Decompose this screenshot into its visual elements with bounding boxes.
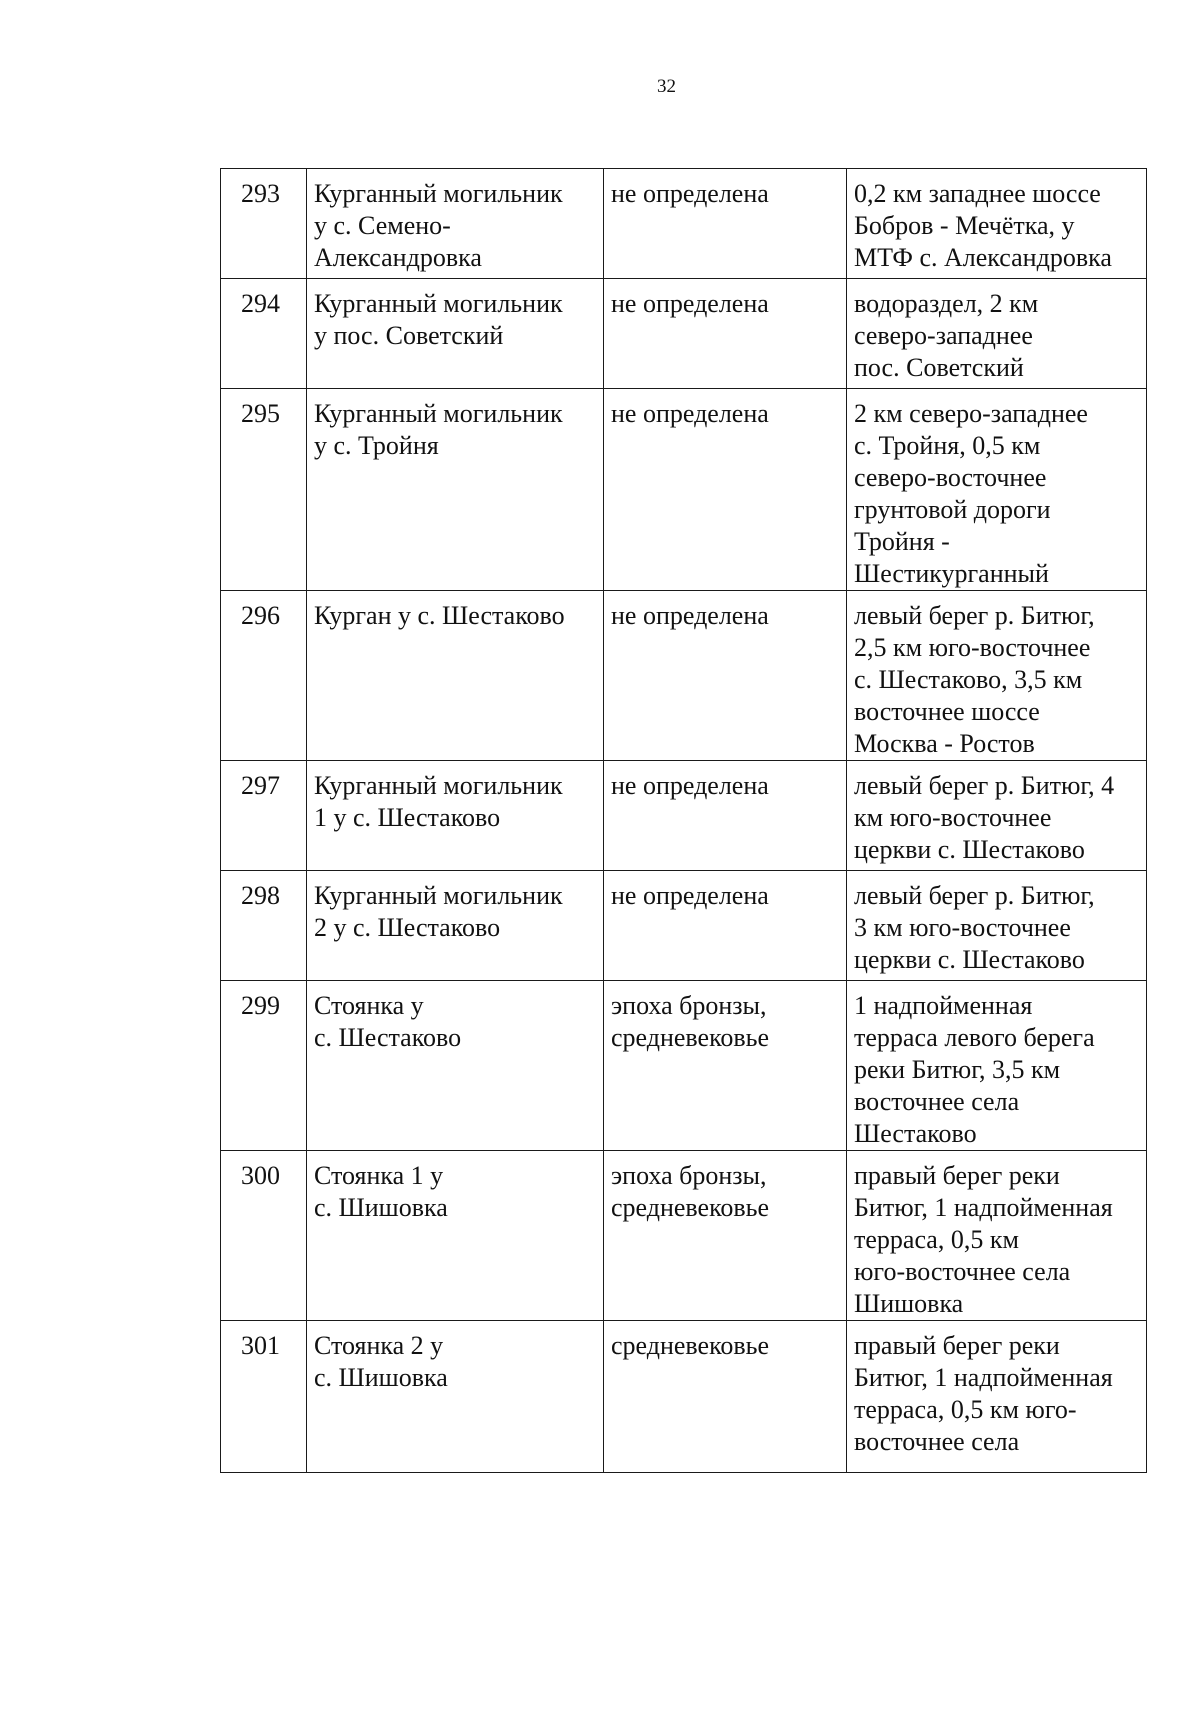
- site-name-text: Курганный могильник у пос. Советский: [314, 289, 563, 350]
- location-text: 1 надпойменная терраса левого берега реки Битюг, 3,5 км восточнее села Шестаково: [854, 991, 1095, 1148]
- dating-cell: [604, 871, 847, 981]
- site-name-text: Стоянка 1 у с. Шишовка: [314, 1161, 448, 1222]
- site-name-text: Стоянка 2 у с. Шишовка: [314, 1331, 448, 1392]
- dating-cell: [604, 1321, 847, 1473]
- site-name-cell: [307, 1321, 604, 1473]
- table-row: [221, 591, 1147, 761]
- dating-cell: [604, 981, 847, 1151]
- table-row: [221, 389, 1147, 591]
- location-cell: [847, 1151, 1147, 1321]
- site-name-cell: [307, 389, 604, 591]
- location-cell: [847, 169, 1147, 279]
- dating-text: эпоха бронзы, средневековье: [611, 1161, 770, 1222]
- table-row: [221, 871, 1147, 981]
- site-name-text: Курганный могильник у с. Тройня: [314, 399, 563, 460]
- site-name-cell: [307, 871, 604, 981]
- row-number-cell: 298: [221, 871, 307, 981]
- dating-cell: [604, 279, 847, 389]
- table-row: [221, 981, 1147, 1151]
- dating-text: эпоха бронзы, средневековье: [611, 991, 770, 1052]
- site-name-cell: [307, 591, 604, 761]
- dating-cell: [604, 591, 847, 761]
- row-number-cell: 293: [221, 169, 307, 279]
- dating-text: не определена: [611, 881, 769, 910]
- table-row: [221, 1321, 1147, 1473]
- row-number-cell: 300: [221, 1151, 307, 1321]
- site-name-cell: [307, 761, 604, 871]
- dating-cell: [604, 169, 847, 279]
- row-number-cell: 294: [221, 279, 307, 389]
- row-number-cell: 299: [221, 981, 307, 1151]
- location-text: 2 км северо-западнее с. Тройня, 0,5 км северо-восточнее грунтовой дороги Тройня - Шестикурганный: [854, 399, 1088, 588]
- table-row: [221, 169, 1147, 279]
- dating-text: не определена: [611, 399, 769, 428]
- location-text: водораздел, 2 км северо-западнее пос. Советский: [854, 289, 1039, 382]
- site-name-cell: [307, 1151, 604, 1321]
- site-name-cell: [307, 169, 604, 279]
- table-row: [221, 279, 1147, 389]
- site-name-text: Курганный могильник 1 у с. Шестаково: [314, 771, 563, 832]
- site-name-cell: [307, 279, 604, 389]
- site-name-text: Стоянка у с. Шестаково: [314, 991, 462, 1052]
- dating-cell: [604, 389, 847, 591]
- page-number: 32: [657, 76, 676, 97]
- site-name-text: Курган у с. Шестаково: [314, 601, 565, 630]
- dating-text: не определена: [611, 771, 769, 800]
- row-number-cell: 295: [221, 389, 307, 591]
- heritage-sites-table: [220, 168, 1147, 1473]
- location-cell: [847, 981, 1147, 1151]
- location-cell: [847, 279, 1147, 389]
- dating-text: не определена: [611, 289, 769, 318]
- location-cell: [847, 1321, 1147, 1473]
- location-text: правый берег реки Битюг, 1 надпойменная терраса, 0,5 км юго-восточнее села Шишовка: [854, 1161, 1113, 1318]
- location-cell: [847, 389, 1147, 591]
- table-row: [221, 1151, 1147, 1321]
- dating-cell: [604, 1151, 847, 1321]
- table-body: [221, 169, 1147, 1473]
- site-name-cell: [307, 981, 604, 1151]
- row-number-cell: 297: [221, 761, 307, 871]
- location-text: левый берег р. Битюг, 4 км юго-восточнее церкви с. Шестаково: [854, 771, 1115, 864]
- site-name-text: Курганный могильник 2 у с. Шестаково: [314, 881, 563, 942]
- location-text: левый берег р. Битюг, 3 км юго-восточнее церкви с. Шестаково: [854, 881, 1095, 974]
- location-text: правый берег реки Битюг, 1 надпойменная терраса, 0,5 км юго- восточнее села: [854, 1331, 1113, 1456]
- dating-text: не определена: [611, 601, 769, 630]
- location-cell: [847, 591, 1147, 761]
- table-row: [221, 761, 1147, 871]
- dating-text: не определена: [611, 179, 769, 208]
- location-cell: [847, 871, 1147, 981]
- location-cell: [847, 761, 1147, 871]
- dating-text: средневековье: [611, 1331, 770, 1360]
- row-number-cell: 301: [221, 1321, 307, 1473]
- row-number-cell: 296: [221, 591, 307, 761]
- site-name-text: Курганный могильник у с. Семено- Александровка: [314, 179, 563, 272]
- dating-cell: [604, 761, 847, 871]
- location-text: левый берег р. Битюг, 2,5 км юго-восточнее с. Шестаково, 3,5 км восточнее шоссе Москва - Ростов: [854, 601, 1095, 758]
- location-text: 0,2 км западнее шоссе Бобров - Мечётка, у МТФ с. Александровка: [854, 179, 1112, 272]
